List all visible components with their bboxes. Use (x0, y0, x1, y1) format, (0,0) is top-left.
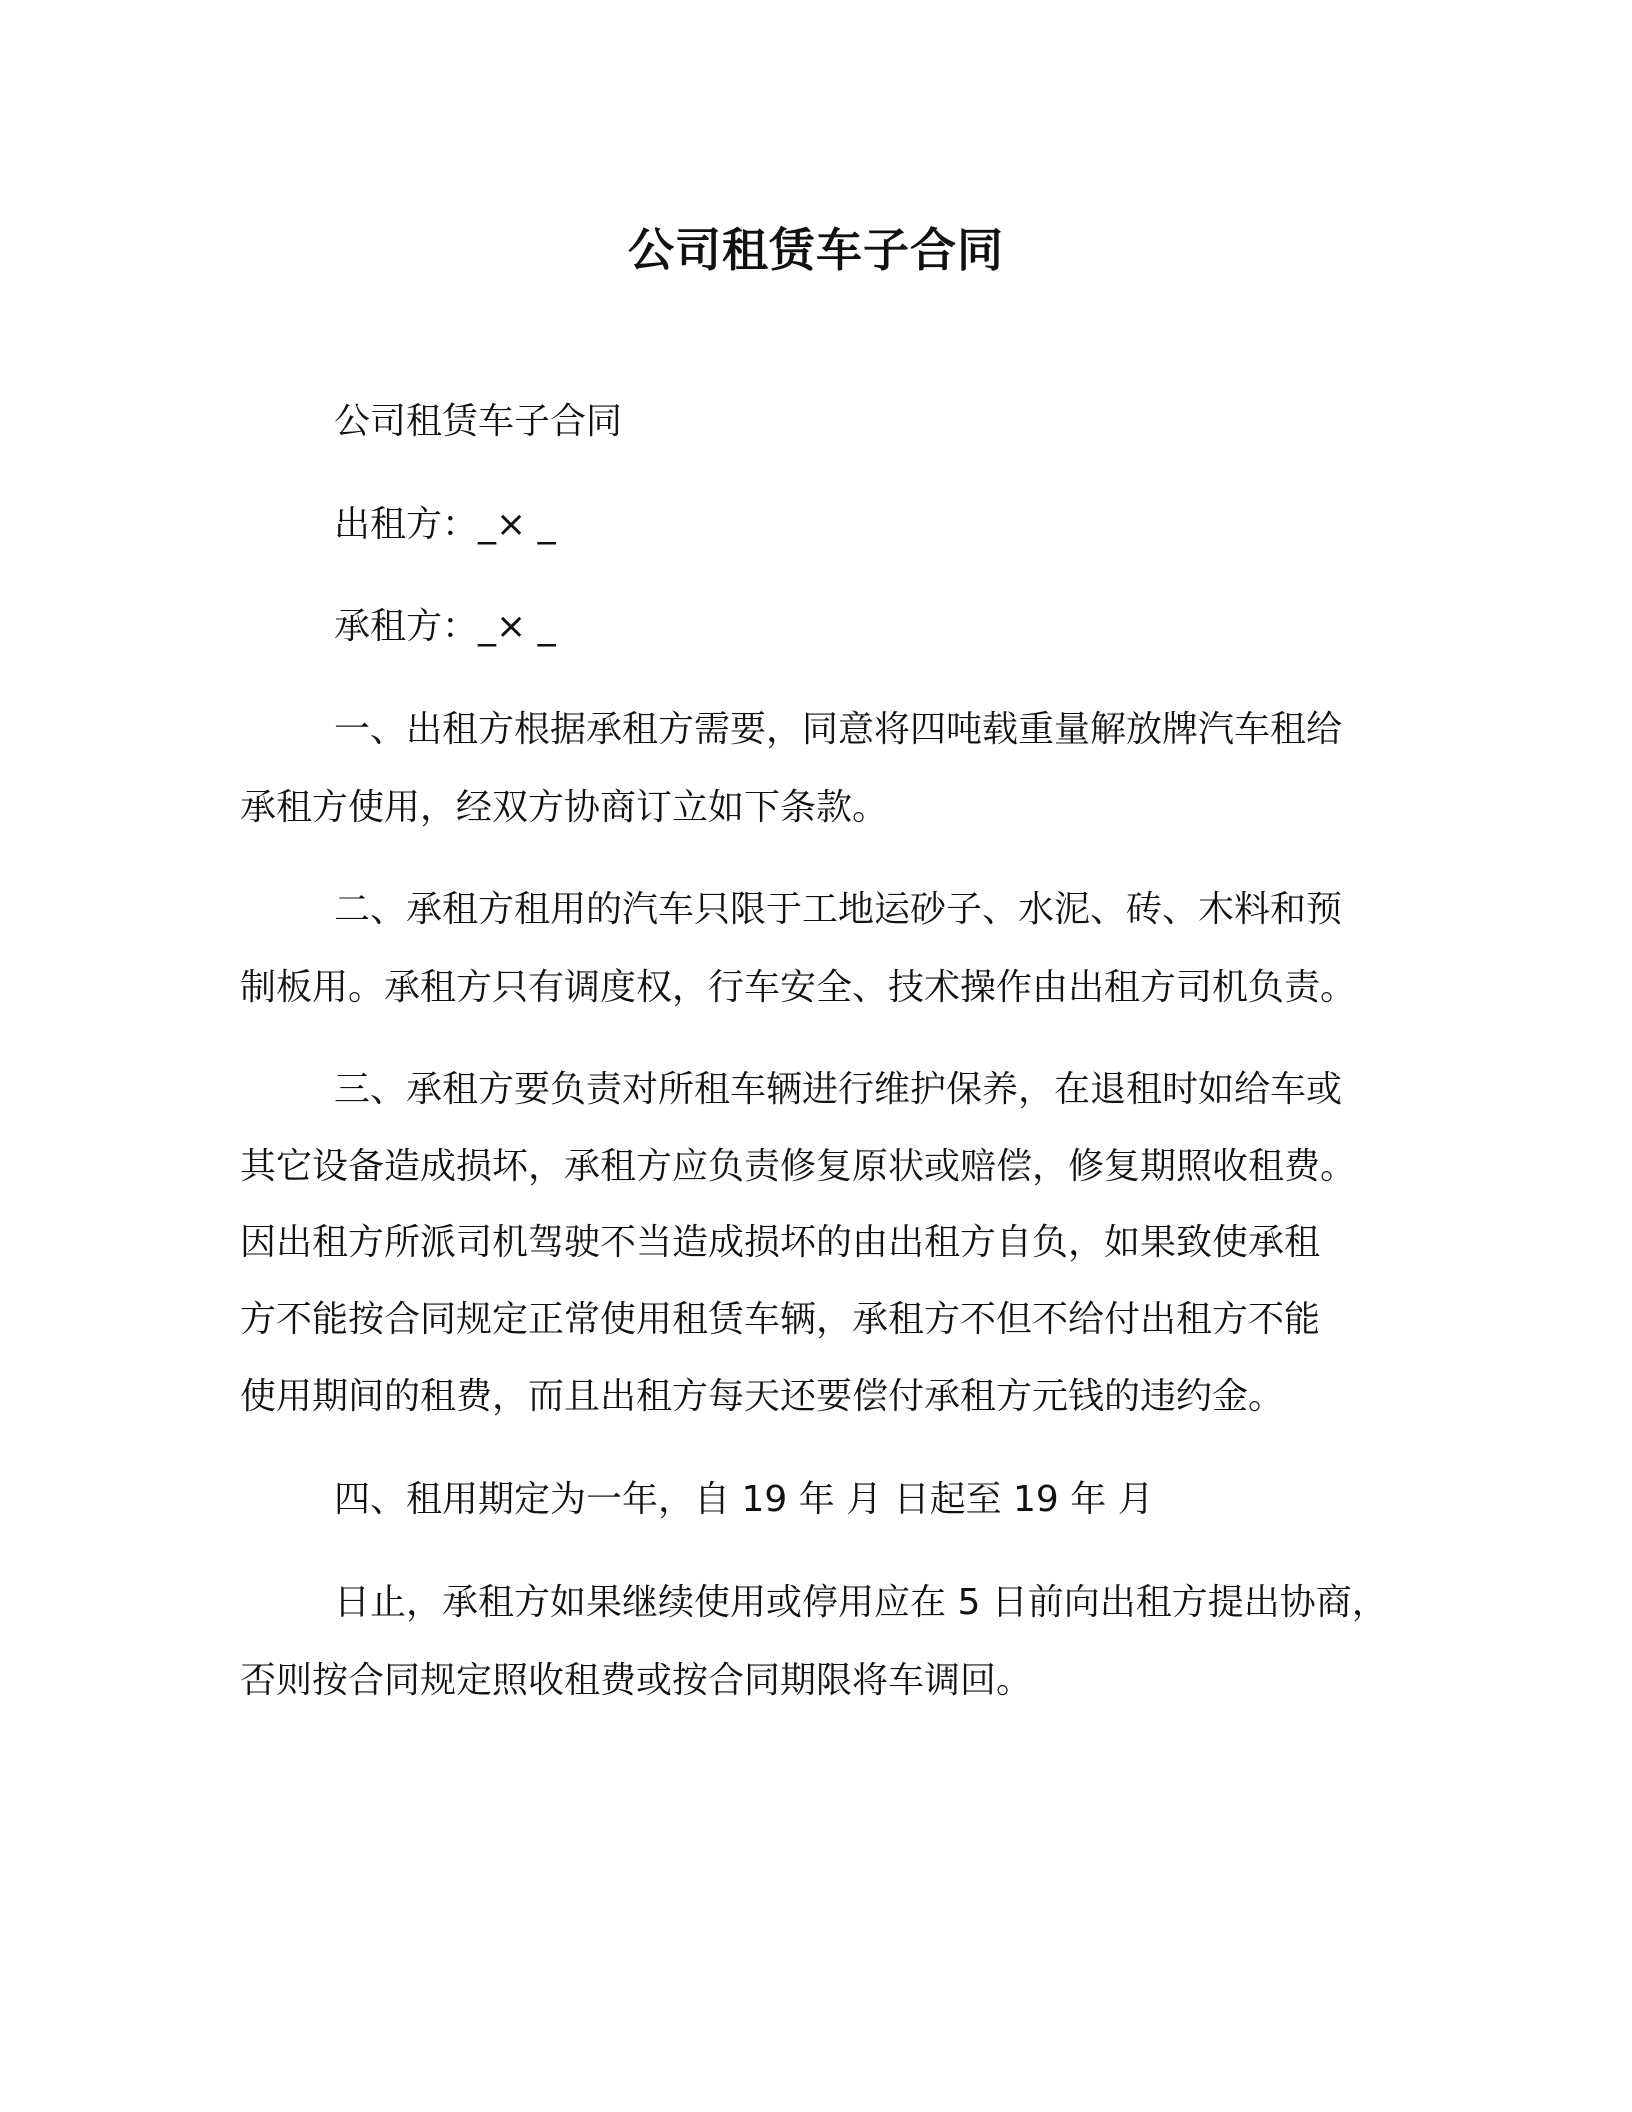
clause-1-line-2: 承租方使用，经双方协商订立如下条款。 (240, 787, 889, 828)
contract-heading: 公司租赁车子合同 (334, 401, 623, 442)
clause-2-line-2: 制板用。承租方只有调度权，行车安全、技术操作由出租方司机负责。 (240, 967, 1357, 1008)
clause-3-line-2: 其它设备造成损坏，承租方应负责修复原状或赔偿，修复期照收租费。 (240, 1146, 1357, 1187)
clause-3-line-5: 使用期间的租费，而且出租方每天还要偿付承租方元钱的违约金。 (240, 1376, 1285, 1417)
clause-4-line-3: 否则按合同规定照收租费或按合同期限将车调回。 (240, 1660, 1033, 1701)
clause-3-line-4: 方不能按合同规定正常使用租赁车辆，承租方不但不给付出租方不能 (240, 1299, 1321, 1340)
clause-3-line-1: 三、承租方要负责对所租车辆进行维护保养，在退租时如给车或 (334, 1069, 1343, 1110)
lessor-line: 出租方：_× _ (334, 504, 556, 545)
document-title: 公司租赁车子合同 (628, 223, 1004, 277)
lessee-line: 承租方：_× _ (334, 606, 556, 647)
clause-2-line-1: 二、承租方租用的汽车只限于工地运砂子、水泥、砖、木料和预 (334, 889, 1343, 930)
clause-4-line-1: 四、租用期定为一年，自 19 年 月 日起至 19 年 月 (334, 1479, 1154, 1520)
clause-4-line-2: 日止，承租方如果继续使用或停用应在 5 日前向出租方提出协商， (334, 1582, 1388, 1623)
clause-3-line-3: 因出租方所派司机驾驶不当造成损坏的由出租方自负，如果致使承租 (240, 1222, 1321, 1263)
clause-1-line-1: 一、出租方根据承租方需要，同意将四吨载重量解放牌汽车租给 (334, 709, 1343, 750)
